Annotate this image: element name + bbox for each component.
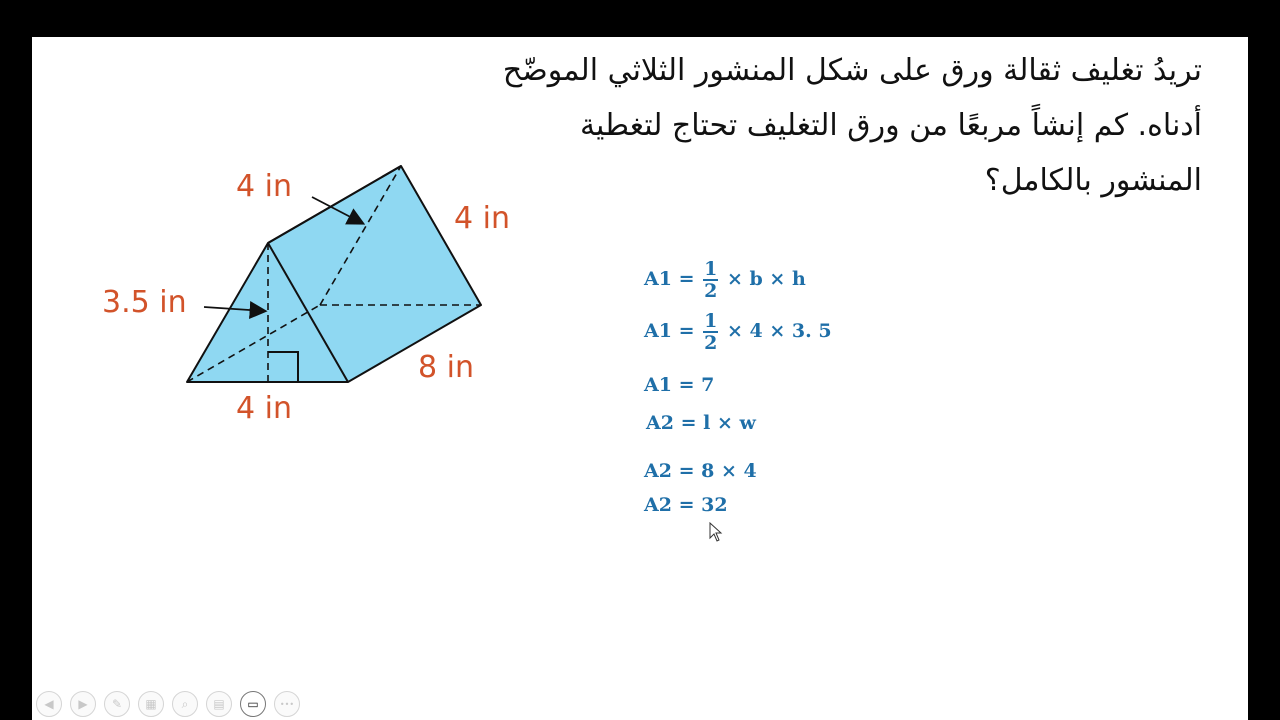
eq1-denominator: 2 — [704, 280, 718, 302]
eq2-lhs: A1 = — [644, 320, 695, 342]
more-icon[interactable]: ••• — [274, 691, 300, 717]
eq2-denominator: 2 — [704, 332, 718, 354]
top-edge-label: 4 in — [236, 169, 292, 204]
base-label: 4 in — [236, 391, 292, 426]
triangular-prism-figure — [32, 37, 592, 457]
height-label: 3.5 in — [102, 285, 187, 320]
equation-6: A2 = 32 — [644, 494, 728, 516]
camera-icon[interactable]: ▭ — [240, 691, 266, 717]
equation-3: A1 = 7 — [644, 374, 715, 396]
question-line-2: أدناه. كم إنشاً مربعًا من ورق التغليف تحتاج لتغطية — [579, 108, 1202, 143]
equation-1 — [644, 259, 806, 301]
eq2-fraction — [703, 311, 718, 353]
slides-icon[interactable]: ▦ — [138, 691, 164, 717]
mouse-cursor-icon — [709, 522, 725, 544]
question-line-3: المنشور بالكامل؟ — [984, 163, 1202, 198]
eq2-numerator: 1 — [704, 310, 718, 332]
eq1-numerator: 1 — [704, 258, 718, 280]
previous-icon[interactable]: ◀ — [36, 691, 62, 717]
equation-5: A2 = 8 × 4 — [644, 460, 757, 482]
zoom-icon[interactable]: ⌕ — [172, 691, 198, 717]
equation-2 — [644, 311, 832, 353]
slide — [32, 37, 1248, 720]
next-icon[interactable]: ▶ — [70, 691, 96, 717]
eq1-fraction — [703, 259, 718, 301]
pen-icon[interactable]: ✎ — [104, 691, 130, 717]
question-line-1: تريدُ تغليف ثقالة ورق على شكل المنشور الثلاثي الموضّح — [502, 53, 1202, 88]
presentation-toolbar — [36, 691, 300, 717]
slant-edge-label: 4 in — [454, 201, 510, 236]
equation-4: A2 = l × w — [646, 412, 756, 434]
eq1-lhs: A1 = — [644, 268, 695, 290]
eq1-rhs: × b × h — [726, 268, 806, 290]
length-label: 8 in — [418, 350, 474, 385]
eq2-rhs: × 4 × 3. 5 — [726, 320, 832, 342]
subtitles-icon[interactable]: ▤ — [206, 691, 232, 717]
